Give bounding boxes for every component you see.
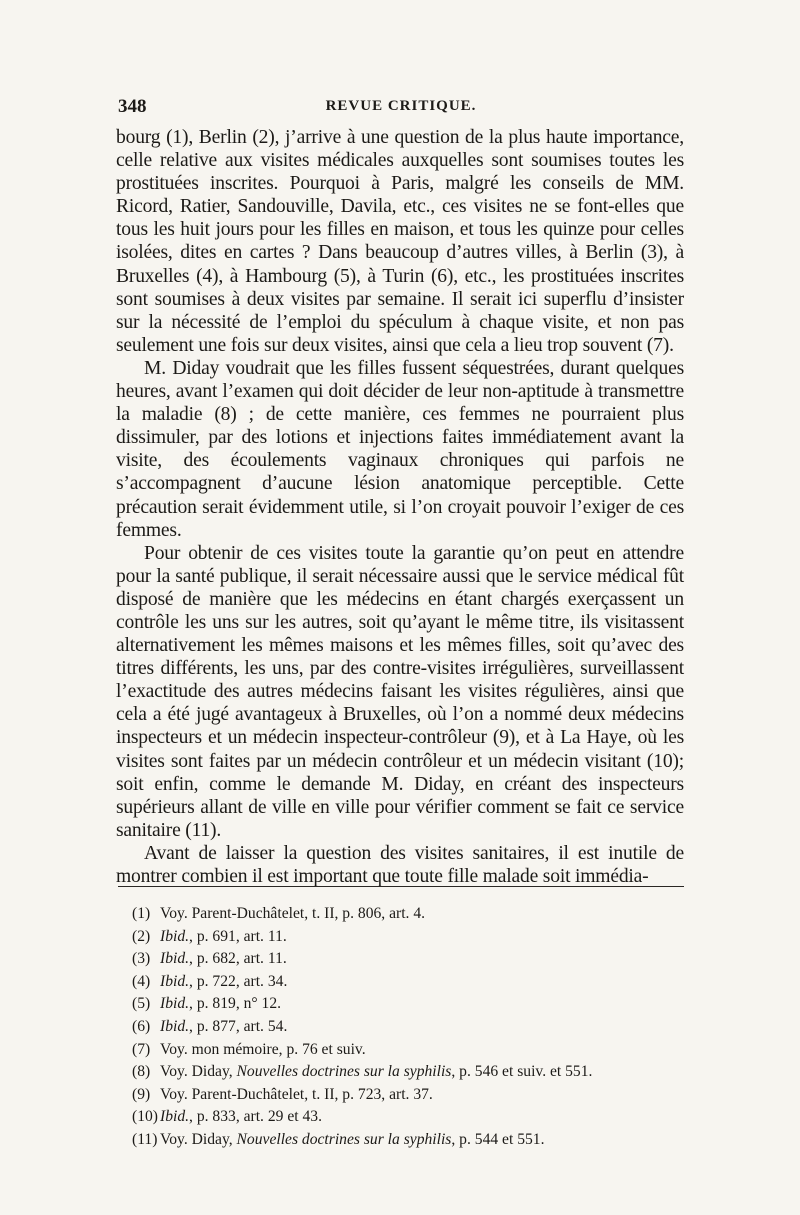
paragraph-4: Avant de laisser la question des visites sanitaires, il est inutile de montrer combien il est important que toute fille malade soit immédia- — [116, 842, 684, 887]
footnote: (10) Ibid., p. 833, art. 29 et 43. — [132, 1106, 684, 1129]
footnote-number: (8) — [132, 1063, 151, 1081]
footnote: (11) Voy. Diday, Nouvelles doctrines sur la syphilis, p. 544 et 551. — [132, 1129, 684, 1152]
footnote-number: (9) — [132, 1085, 151, 1103]
running-title: REVUE CRITIQUE. — [325, 98, 477, 114]
footnote-number: (10) — [132, 1108, 158, 1126]
footnote-number: (7) — [132, 1040, 151, 1058]
footnote-number: (4) — [132, 972, 151, 990]
footnote: (5) Ibid., p. 819, n° 12. — [132, 993, 684, 1016]
footnote: (4) Ibid., p. 722, art. 34. — [132, 971, 684, 994]
page-number: 348 — [118, 96, 147, 117]
footnote: (9) Voy. Parent-Duchâtelet, t. II, p. 723, art. 37. — [132, 1084, 684, 1107]
footnote: (3) Ibid., p. 682, art. 11. — [132, 948, 684, 971]
footnote-separator — [118, 886, 684, 887]
footnote-number: (5) — [132, 995, 151, 1013]
main-text — [116, 126, 684, 888]
footnote-number: (3) — [132, 950, 151, 968]
footnotes — [132, 903, 684, 1152]
footnote-number: (11) — [132, 1130, 158, 1148]
footnote: (7) Voy. mon mémoire, p. 76 et suiv. — [132, 1039, 684, 1062]
footnote-number: (6) — [132, 1017, 151, 1035]
paragraph-2: M. Diday voudrait que les filles fussent séquestrées, durant quelques heures, avant l’examen qui doit décider de leur non-aptitude à transmettre la maladie (8) ; de cette manière, ces femmes ne pourraient plus dissimuler, par des lotions et injections faites immédiatement avant la visite, des écoulements vaginaux chroniques qui parfois ne s’accompagnent d’aucune lésion anatomique perceptible. Cette précaution serait évidemment utile, si l’on croyait pouvoir l’exiger de ces femmes. — [116, 357, 684, 541]
footnote: (2) Ibid., p. 691, art. 11. — [132, 926, 684, 949]
paragraph-1: bourg (1), Berlin (2), j’arrive à une question de la plus haute importance, celle relative aux visites médicales auxquelles sont soumises toutes les prostituées inscrites. Pourquoi à Paris, malgré les conseils de MM. Ricord, Ratier, Sandouville, Davila, etc., ces visites ne se font-elles que tous les huit jours pour les filles en maison, et tous les quinze pour celles isolées, dites en cartes ? Dans beaucoup d’autres villes, à Berlin (3), à Bruxelles (4), à Hambourg (5), à Turin (6), etc., les prostituées inscrites sont soumises à deux visites par semaine. Il serait ici superflu d’insister sur la nécessité de l’emploi du spéculum à chaque visite, et non pas seulement une fois sur deux visites, ainsi que cela a lieu trop souvent (7). — [116, 127, 684, 356]
footnote: (1) Voy. Parent-Duchâtelet, t. II, p. 806, art. 4. — [132, 903, 684, 926]
footnote-number: (1) — [132, 905, 151, 922]
footnote: (6) Ibid., p. 877, art. 54. — [132, 1016, 684, 1039]
footnote: (8) Voy. Diday, Nouvelles doctrines sur la syphilis, p. 546 et suiv. et 551. — [132, 1061, 684, 1084]
paragraph-3: Pour obtenir de ces visites toute la garantie qu’on peut en attendre pour la santé publique, il serait nécessaire aussi que le service médical fût disposé de manière que les médecins en étant chargés exerçassent un contrôle les uns sur les autres, soit qu’ayant le même titre, ils visitassent alternativement les mêmes maisons et les mêmes filles, soit qu’avec des titres différents, les uns, par des contre-visites irrégulières, surveillassent l’exactitude des autres médecins faisant les visites régulières, ainsi que cela a été jugé avantageux à Bruxelles, où l’on a nommé deux médecins inspecteurs et un médecin inspecteur-contrôleur (9), et à La Haye, où les visites sont faites par un médecin contrôleur et un médecin visitant (10); soit enfin, comme le demande M. Diday, en créant des inspecteurs supérieurs allant de ville en ville pour vérifier comment se fait ce service sanitaire (11). — [116, 542, 684, 841]
page-header — [118, 96, 684, 120]
footnote-number: (2) — [132, 927, 151, 945]
